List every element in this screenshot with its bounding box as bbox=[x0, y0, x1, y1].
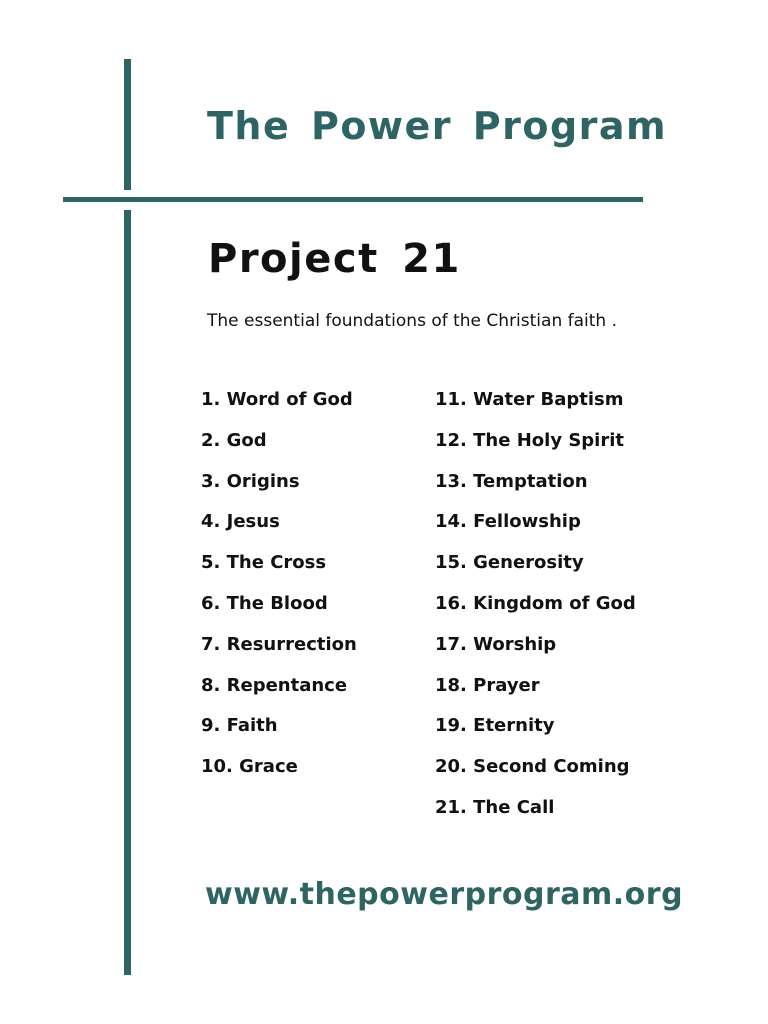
website-url: www.thepowerprogram.org bbox=[205, 877, 684, 912]
vertical-rule-top bbox=[124, 59, 131, 190]
topic-item: 1. Word of God bbox=[201, 389, 353, 410]
topic-item: 12. The Holy Spirit bbox=[435, 429, 624, 451]
topic-item: 3. Origins bbox=[201, 470, 300, 492]
topic-item: 19. Eternity bbox=[435, 715, 555, 737]
topic-item: 7. Resurrection bbox=[201, 633, 357, 655]
topic-item: 14. Fellowship bbox=[435, 511, 581, 533]
topic-item: 9. Faith bbox=[201, 715, 278, 737]
topic-item: 10. Grace bbox=[201, 756, 298, 778]
topic-item: 17. Worship bbox=[435, 633, 557, 655]
project-title: Project 21 bbox=[208, 236, 461, 282]
topic-item: 8. Repentance bbox=[201, 674, 348, 696]
vertical-rule-bottom bbox=[124, 210, 131, 975]
topic-item: 11. Water Baptism bbox=[435, 389, 624, 410]
program-title: The Power Program bbox=[207, 104, 668, 148]
topic-list-column-2 bbox=[435, 386, 636, 835]
topic-item: 13. Temptation bbox=[435, 470, 588, 492]
topic-item: 4. Jesus bbox=[201, 511, 280, 533]
project-subtitle: The essential foundations of the Christian faith . bbox=[207, 311, 617, 331]
topic-item: 15. Generosity bbox=[435, 552, 584, 574]
topic-item: 21. The Call bbox=[435, 796, 555, 818]
topic-item: 20. Second Coming bbox=[435, 756, 630, 778]
topic-item: 6. The Blood bbox=[201, 592, 328, 614]
topic-item: 2. God bbox=[201, 429, 267, 451]
horizontal-rule bbox=[63, 197, 643, 202]
topic-item: 18. Prayer bbox=[435, 674, 540, 696]
topic-list-column-1 bbox=[201, 386, 357, 794]
topic-item: 16. Kingdom of God bbox=[435, 592, 636, 614]
topic-item: 5. The Cross bbox=[201, 552, 327, 574]
